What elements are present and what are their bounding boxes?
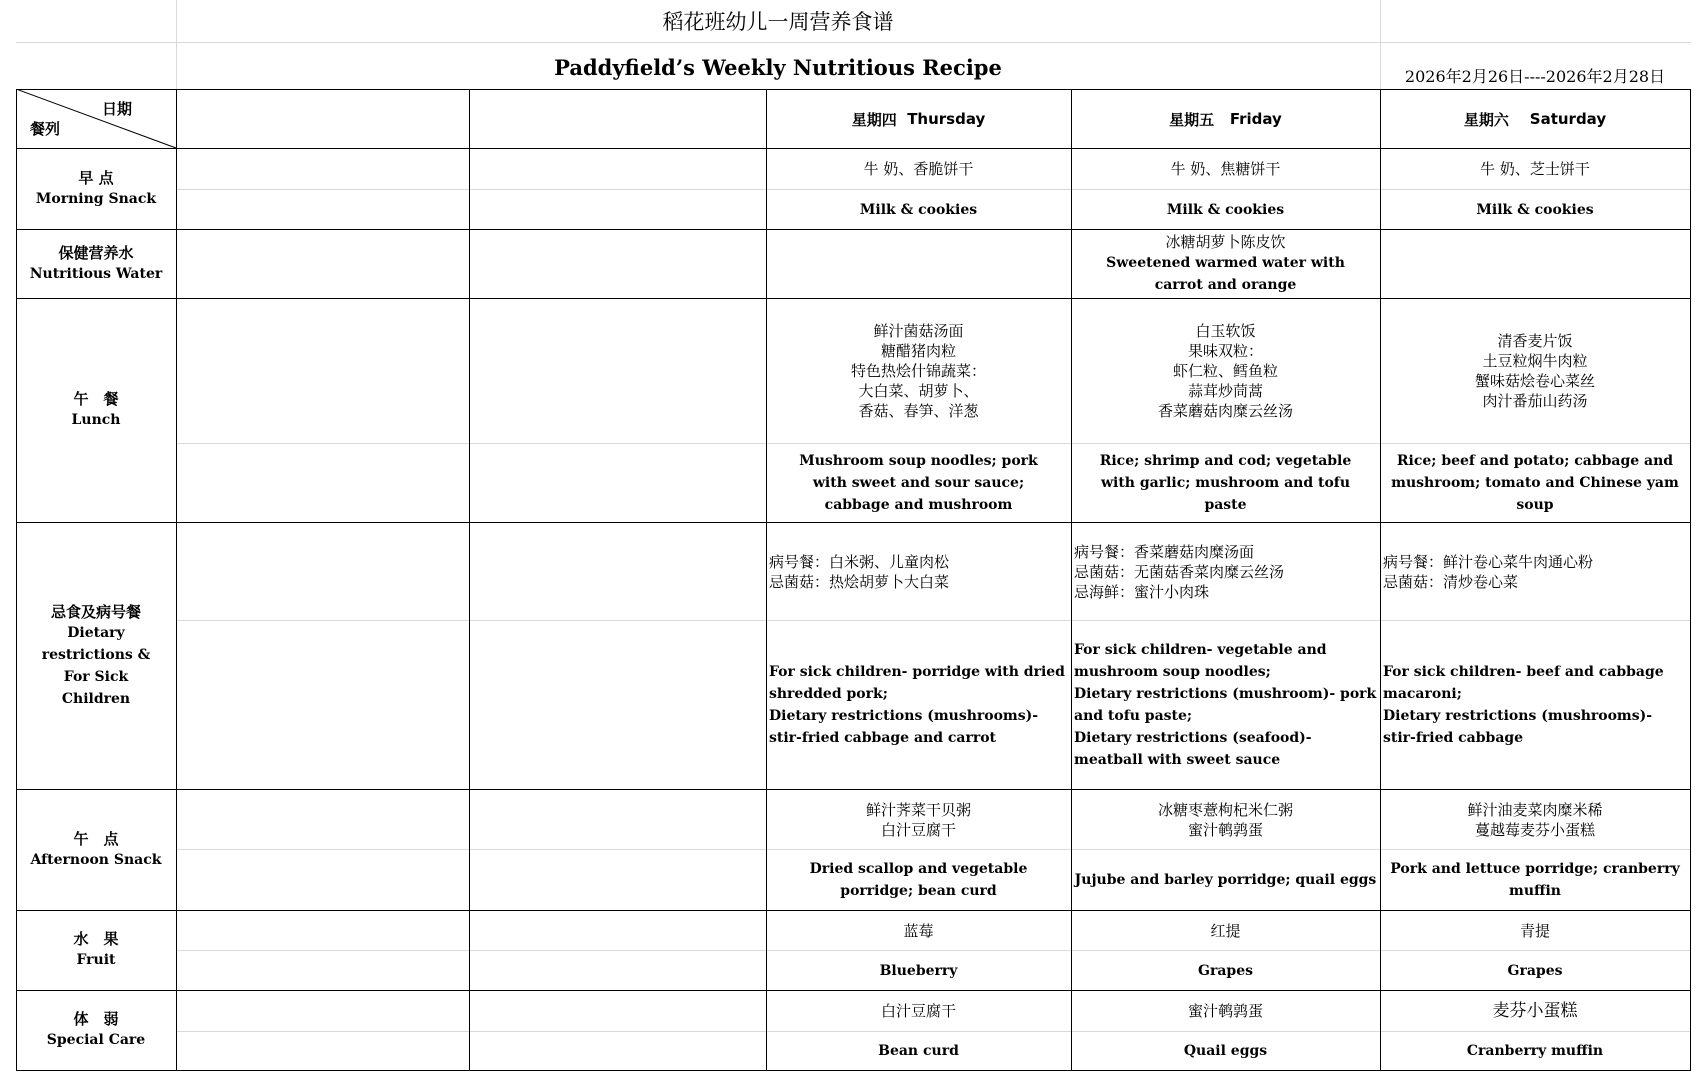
menu-cell-en: For sick children- porridge with dried shredded pork; Dietary restrictions (mushrooms)- stir-fried cabbage and carrot <box>769 664 1065 746</box>
label-en: Afternoon Snack <box>30 851 162 868</box>
menu-cell-en: Milk & cookies <box>859 201 978 218</box>
row-label-afternoon-snack <box>16 789 176 910</box>
menu-cell-en: Pork and lettuce porridge; cranberry muffin <box>1390 861 1680 899</box>
menu-cell-cn: 牛 奶、焦糖饼干 <box>1170 159 1281 178</box>
day-header-friday <box>1071 89 1380 149</box>
corner-meal-label: 餐列 <box>30 120 61 138</box>
title-english: Paddyfield’s Weekly Nutritious Recipe <box>554 54 1002 80</box>
label-cn: 水 果 <box>73 930 119 948</box>
menu-cell-cn: 红提 <box>1210 921 1241 940</box>
label-cn: 忌食及病号餐 <box>50 602 141 621</box>
label-cn: 早 点 <box>78 168 114 187</box>
label-en: Dietary restrictions & For Sick Children <box>41 624 151 707</box>
menu-cell-cn: 病号餐：香菜蘑菇肉糜汤面 忌菌菇：无菌菇香菜肉糜云丝汤 忌海鲜：蜜汁小肉珠 <box>1074 542 1285 601</box>
menu-cell-en: Blueberry <box>879 962 958 979</box>
label-en: Lunch <box>71 412 121 428</box>
day-cn: 星期五 <box>1169 110 1215 129</box>
menu-cell-cn: 蜜汁鹌鹑蛋 <box>1187 1002 1263 1020</box>
menu-cell-en: Rice; beef and potato; cabbage and mushroom; tomato and Chinese yam soup <box>1391 453 1679 513</box>
day-en: Friday <box>1229 110 1282 128</box>
label-en: Morning Snack <box>35 190 157 207</box>
label-en: Special Care <box>46 1032 146 1048</box>
row-label-nutritious-water <box>16 229 176 298</box>
menu-cell-cn: 冰糖胡萝卜陈皮饮 <box>1165 232 1286 251</box>
menu-cell-en: Quail eggs <box>1183 1043 1268 1059</box>
menu-cell-en: Milk & cookies <box>1166 201 1285 218</box>
menu-cell-cn: 白玉软饭 果味双粒： 虾仁粒、鳕鱼粒 蒜茸炒茼蒿 香菜蘑菇肉糜云丝汤 <box>1157 322 1293 420</box>
menu-cell-cn: 鲜汁荠菜干贝粥 白汁豆腐干 <box>865 800 971 839</box>
menu-cell-cn: 青提 <box>1519 921 1550 940</box>
menu-cell-en: Dried scallop and vegetable porridge; bean curd <box>809 861 1028 899</box>
menu-cell-cn: 病号餐：鲜汁卷心菜牛肉通心粉 忌菌菇：清炒卷心菜 <box>1383 552 1594 591</box>
nutritious-water-friday <box>1071 229 1380 298</box>
label-en: Fruit <box>76 952 116 968</box>
menu-cell-en: For sick children- beef and cabbage macaroni; Dietary restrictions (mushrooms)- stir-fried cabbage <box>1383 664 1664 746</box>
day-header-thursday <box>766 89 1071 149</box>
menu-cell-cn: 病号餐：白米粥、儿童肉松 忌菌菇：热烩胡萝卜大白菜 <box>769 552 950 591</box>
menu-cell-en: Rice; shrimp and cod; vegetable with garlic; mushroom and tofu paste <box>1099 453 1352 513</box>
row-label-dietary <box>16 522 176 789</box>
label-cn: 午 点 <box>73 829 119 848</box>
label-cn: 体 弱 <box>73 1010 119 1028</box>
day-en: Saturday <box>1529 110 1607 128</box>
row-label-special-care <box>16 990 176 1070</box>
menu-cell-en: Jujube and barley porridge; quail eggs <box>1074 872 1377 888</box>
menu-cell-cn: 白汁豆腐干 <box>880 1002 956 1020</box>
menu-cell-en: Bean curd <box>878 1043 959 1059</box>
title-chinese: 稻花班幼儿一周营养食谱 <box>662 10 894 34</box>
corner-date-label: 日期 <box>102 100 133 118</box>
menu-cell-cn: 蓝莓 <box>903 921 934 940</box>
menu-cell-en: Milk & cookies <box>1476 201 1594 218</box>
menu-cell-cn: 鲜汁菌菇汤面 糖醋猪肉粒 特色热烩什锦蔬菜： 大白菜、胡萝卜、 香菇、春笋、洋葱 <box>850 322 986 420</box>
menu-cell-en: Sweetened warmed water with carrot and orange <box>1106 254 1345 293</box>
date-range: 2026年2月26日----2026年2月28日 <box>1404 66 1666 86</box>
day-header-saturday <box>1380 89 1690 149</box>
menu-cell-cn: 冰糖枣薏枸杞米仁粥 蜜汁鹌鹑蛋 <box>1157 800 1293 839</box>
label-cn: 午 餐 <box>73 390 119 408</box>
day-cn: 星期六 <box>1463 110 1509 129</box>
day-cn: 星期四 <box>851 110 897 129</box>
menu-cell-en: Cranberry muffin <box>1466 1043 1604 1059</box>
row-label-fruit <box>16 910 176 990</box>
row-label-lunch <box>16 298 176 522</box>
menu-cell-cn: 麦芬小蛋糕 <box>1492 1001 1578 1021</box>
menu-cell-en: Mushroom soup noodles; pork with sweet and sour sauce; cabbage and mushroom <box>799 453 1038 513</box>
menu-cell-en: Grapes <box>1507 962 1563 979</box>
menu-cell-en: For sick children- vegetable and mushroom soup noodles; Dietary restrictions (mushroom)- pork and tofu paste; Dietary restrictions (seafood)- meatball with sweet sauce <box>1074 642 1377 768</box>
day-en: Thursday <box>907 110 986 128</box>
menu-cell-cn: 清香麦片饭 土豆粒焖牛肉粒 蟹味菇烩卷心菜丝 肉汁番茄山药汤 <box>1474 332 1595 410</box>
menu-cell-cn: 鲜汁油麦菜肉糜米稀 蔓越莓麦芬小蛋糕 <box>1467 800 1603 839</box>
label-en: Nutritious Water <box>29 265 163 282</box>
menu-cell-cn: 牛 奶、香脆饼干 <box>863 159 974 178</box>
menu-cell-cn: 牛 奶、芝士饼干 <box>1480 159 1590 178</box>
label-cn: 保健营养水 <box>58 243 134 262</box>
row-label-morning-snack <box>16 148 176 229</box>
menu-cell-en: Grapes <box>1198 962 1253 979</box>
